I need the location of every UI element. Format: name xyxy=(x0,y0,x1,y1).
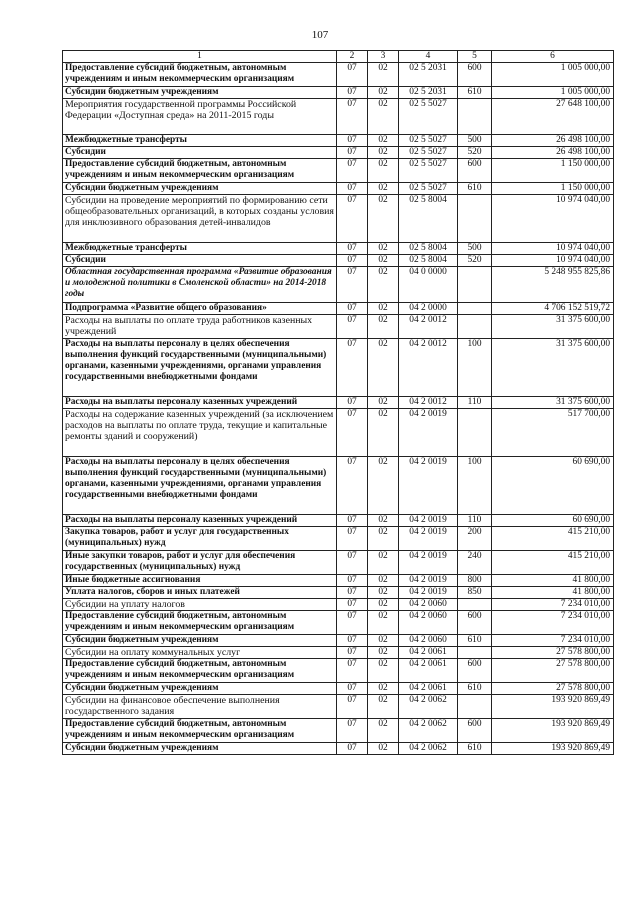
row-expense-type: 610 xyxy=(458,743,492,755)
row-expense-type: 610 xyxy=(458,87,492,99)
table-row xyxy=(63,63,614,87)
row-name: Субсидии на оплату коммунальных услуг xyxy=(63,647,337,659)
table-row xyxy=(63,719,614,743)
row-target-code: 04 2 0062 xyxy=(399,695,458,719)
row-name: Областная государственная программа «Развитие образования и молодежной политики в Смоленской области» на 2014-2018 годы xyxy=(63,267,337,303)
row-target-code: 02 5 5027 xyxy=(399,183,458,195)
row-amount: 60 690,00 xyxy=(492,515,614,527)
row-target-code: 04 2 0060 xyxy=(399,635,458,647)
row-amount: 7 234 010,00 xyxy=(492,611,614,635)
row-section: 07 xyxy=(337,63,368,87)
row-target-code: 02 5 5027 xyxy=(399,147,458,159)
row-expense-type: 600 xyxy=(458,63,492,87)
row-section: 07 xyxy=(337,339,368,397)
row-expense-type xyxy=(458,647,492,659)
row-subsection: 02 xyxy=(368,719,399,743)
row-name: Субсидии на проведение мероприятий по формированию сети общеобразовательных организаций, в которых созданы условия для инклюзивного образования детей-инвалидов xyxy=(63,195,337,243)
row-amount: 27 578 800,00 xyxy=(492,683,614,695)
row-expense-type: 520 xyxy=(458,147,492,159)
row-name: Предоставление субсидий бюджетным, автономным учреждениям и иным некоммерческим организациям xyxy=(63,159,337,183)
row-amount: 517 700,00 xyxy=(492,409,614,457)
row-name: Расходы на выплаты персоналу казенных учреждений xyxy=(63,515,337,527)
row-subsection: 02 xyxy=(368,599,399,611)
row-section: 07 xyxy=(337,183,368,195)
row-expense-type xyxy=(458,267,492,303)
row-expense-type: 110 xyxy=(458,397,492,409)
row-section: 07 xyxy=(337,397,368,409)
row-amount: 31 375 600,00 xyxy=(492,339,614,397)
row-expense-type: 200 xyxy=(458,527,492,551)
row-amount: 10 974 040,00 xyxy=(492,255,614,267)
row-section: 07 xyxy=(337,195,368,243)
row-name: Расходы на выплаты по оплате труда работников казенных учреждений xyxy=(63,315,337,339)
row-amount: 10 974 040,00 xyxy=(492,195,614,243)
row-target-code: 04 2 0019 xyxy=(399,409,458,457)
row-subsection: 02 xyxy=(368,255,399,267)
table-row xyxy=(63,587,614,599)
row-section: 07 xyxy=(337,683,368,695)
row-name: Расходы на содержание казенных учреждений (за исключением расходов на выплаты по оплате труда, текущие и капитальные ремонты зданий и сооружений) xyxy=(63,409,337,457)
row-subsection: 02 xyxy=(368,243,399,255)
row-name: Уплата налогов, сборов и иных платежей xyxy=(63,587,337,599)
row-name: Субсидии бюджетным учреждениям xyxy=(63,87,337,99)
row-name: Подпрограмма «Развитие общего образования» xyxy=(63,303,337,315)
row-expense-type: 600 xyxy=(458,659,492,683)
table-row xyxy=(63,267,614,303)
row-section: 07 xyxy=(337,743,368,755)
row-amount: 1 150 000,00 xyxy=(492,159,614,183)
row-name: Расходы на выплаты персоналу в целях обеспечения выполнения функций государственными (муниципальными) органами, казенными учреждениями, органами управления государственными внебюджетными фондами xyxy=(63,457,337,515)
row-subsection: 02 xyxy=(368,695,399,719)
row-expense-type xyxy=(458,695,492,719)
table-row xyxy=(63,683,614,695)
row-target-code: 04 2 0012 xyxy=(399,315,458,339)
row-name: Предоставление субсидий бюджетным, автономным учреждениям и иным некоммерческим организациям xyxy=(63,611,337,635)
row-expense-type: 610 xyxy=(458,635,492,647)
header-cell: 2 xyxy=(337,51,368,63)
row-amount: 26 498 100,00 xyxy=(492,147,614,159)
table-row xyxy=(63,695,614,719)
row-section: 07 xyxy=(337,159,368,183)
row-subsection: 02 xyxy=(368,303,399,315)
row-target-code: 02 5 5027 xyxy=(399,135,458,147)
row-section: 07 xyxy=(337,551,368,575)
row-section: 07 xyxy=(337,647,368,659)
row-target-code: 04 2 0019 xyxy=(399,457,458,515)
row-name: Межбюджетные трансферты xyxy=(63,243,337,255)
row-section: 07 xyxy=(337,611,368,635)
page-number: 107 xyxy=(311,29,329,41)
row-section: 07 xyxy=(337,303,368,315)
table-row xyxy=(63,551,614,575)
row-expense-type: 520 xyxy=(458,255,492,267)
row-amount: 7 234 010,00 xyxy=(492,635,614,647)
row-name: Предоставление субсидий бюджетным, автономным учреждениям и иным некоммерческим организациям xyxy=(63,63,337,87)
table-row xyxy=(63,195,614,243)
row-target-code: 04 2 0012 xyxy=(399,339,458,397)
table-row xyxy=(63,243,614,255)
row-section: 07 xyxy=(337,659,368,683)
row-subsection: 02 xyxy=(368,587,399,599)
row-amount: 1 005 000,00 xyxy=(492,63,614,87)
row-expense-type: 500 xyxy=(458,135,492,147)
row-subsection: 02 xyxy=(368,147,399,159)
table-row xyxy=(63,315,614,339)
row-expense-type xyxy=(458,303,492,315)
row-expense-type: 850 xyxy=(458,587,492,599)
row-expense-type: 800 xyxy=(458,575,492,587)
row-name: Субсидии на уплату налогов xyxy=(63,599,337,611)
header-cell: 1 xyxy=(63,51,337,63)
row-section: 07 xyxy=(337,575,368,587)
row-amount: 1 005 000,00 xyxy=(492,87,614,99)
row-name: Субсидии xyxy=(63,147,337,159)
table-row xyxy=(63,397,614,409)
row-subsection: 02 xyxy=(368,647,399,659)
table-row xyxy=(63,147,614,159)
row-section: 07 xyxy=(337,255,368,267)
row-expense-type: 600 xyxy=(458,611,492,635)
row-section: 07 xyxy=(337,527,368,551)
row-section: 07 xyxy=(337,87,368,99)
row-expense-type: 610 xyxy=(458,683,492,695)
row-name: Предоставление субсидий бюджетным, автономным учреждениям и иным некоммерческим организациям xyxy=(63,659,337,683)
row-subsection: 02 xyxy=(368,551,399,575)
row-target-code: 04 2 0000 xyxy=(399,303,458,315)
row-subsection: 02 xyxy=(368,659,399,683)
header-cell: 4 xyxy=(399,51,458,63)
row-amount: 1 150 000,00 xyxy=(492,183,614,195)
table-row xyxy=(63,99,614,135)
row-target-code: 04 2 0061 xyxy=(399,647,458,659)
row-subsection: 02 xyxy=(368,87,399,99)
table-row xyxy=(63,515,614,527)
row-target-code: 04 0 0000 xyxy=(399,267,458,303)
row-expense-type xyxy=(458,599,492,611)
row-amount: 27 578 800,00 xyxy=(492,647,614,659)
row-subsection: 02 xyxy=(368,63,399,87)
row-name: Расходы на выплаты персоналу казенных учреждений xyxy=(63,397,337,409)
table-header-row xyxy=(63,51,614,63)
row-name: Субсидии бюджетным учреждениям xyxy=(63,635,337,647)
table-row xyxy=(63,743,614,755)
row-name: Иные закупки товаров, работ и услуг для обеспечения государственных (муниципальных) нужд xyxy=(63,551,337,575)
row-section: 07 xyxy=(337,243,368,255)
table-row xyxy=(63,659,614,683)
row-expense-type xyxy=(458,195,492,243)
row-amount: 7 234 010,00 xyxy=(492,599,614,611)
row-amount: 5 248 955 825,86 xyxy=(492,267,614,303)
row-subsection: 02 xyxy=(368,315,399,339)
row-name: Межбюджетные трансферты xyxy=(63,135,337,147)
row-name: Субсидии xyxy=(63,255,337,267)
table-row xyxy=(63,87,614,99)
row-amount: 41 800,00 xyxy=(492,575,614,587)
row-target-code: 02 5 8004 xyxy=(399,243,458,255)
row-amount: 60 690,00 xyxy=(492,457,614,515)
table-row xyxy=(63,647,614,659)
row-target-code: 04 2 0019 xyxy=(399,515,458,527)
row-expense-type: 240 xyxy=(458,551,492,575)
row-name: Субсидии бюджетным учреждениям xyxy=(63,743,337,755)
row-amount: 26 498 100,00 xyxy=(492,135,614,147)
row-target-code: 04 2 0019 xyxy=(399,575,458,587)
row-subsection: 02 xyxy=(368,683,399,695)
table-row xyxy=(63,599,614,611)
table-row xyxy=(63,635,614,647)
row-section: 07 xyxy=(337,635,368,647)
row-amount: 27 648 100,00 xyxy=(492,99,614,135)
row-subsection: 02 xyxy=(368,515,399,527)
row-name: Субсидии бюджетным учреждениям xyxy=(63,183,337,195)
row-section: 07 xyxy=(337,587,368,599)
header-cell: 5 xyxy=(458,51,492,63)
row-subsection: 02 xyxy=(368,135,399,147)
row-target-code: 02 5 5027 xyxy=(399,99,458,135)
row-section: 07 xyxy=(337,695,368,719)
row-section: 07 xyxy=(337,315,368,339)
row-target-code: 02 5 8004 xyxy=(399,195,458,243)
row-section: 07 xyxy=(337,719,368,743)
row-amount: 4 706 152 519,72 xyxy=(492,303,614,315)
row-subsection: 02 xyxy=(368,339,399,397)
row-amount: 193 920 869,49 xyxy=(492,719,614,743)
row-subsection: 02 xyxy=(368,99,399,135)
row-subsection: 02 xyxy=(368,159,399,183)
row-expense-type: 500 xyxy=(458,243,492,255)
row-section: 07 xyxy=(337,99,368,135)
row-section: 07 xyxy=(337,409,368,457)
row-amount: 193 920 869,49 xyxy=(492,695,614,719)
row-expense-type xyxy=(458,409,492,457)
row-subsection: 02 xyxy=(368,743,399,755)
row-amount: 415 210,00 xyxy=(492,527,614,551)
row-target-code: 04 2 0019 xyxy=(399,527,458,551)
row-expense-type xyxy=(458,99,492,135)
budget-table xyxy=(62,50,614,755)
row-subsection: 02 xyxy=(368,527,399,551)
header-cell: 3 xyxy=(368,51,399,63)
row-name: Иные бюджетные ассигнования xyxy=(63,575,337,587)
row-expense-type: 100 xyxy=(458,339,492,397)
table-row xyxy=(63,159,614,183)
table-row xyxy=(63,409,614,457)
row-subsection: 02 xyxy=(368,611,399,635)
row-amount: 27 578 800,00 xyxy=(492,659,614,683)
table-row xyxy=(63,183,614,195)
row-expense-type xyxy=(458,315,492,339)
row-section: 07 xyxy=(337,267,368,303)
row-name: Субсидии бюджетным учреждениям xyxy=(63,683,337,695)
row-section: 07 xyxy=(337,457,368,515)
table-row xyxy=(63,457,614,515)
row-expense-type: 610 xyxy=(458,183,492,195)
row-amount: 10 974 040,00 xyxy=(492,243,614,255)
row-amount: 415 210,00 xyxy=(492,551,614,575)
row-expense-type: 600 xyxy=(458,719,492,743)
row-name: Закупка товаров, работ и услуг для государственных (муниципальных) нужд xyxy=(63,527,337,551)
table-row xyxy=(63,303,614,315)
row-subsection: 02 xyxy=(368,397,399,409)
row-section: 07 xyxy=(337,599,368,611)
row-target-code: 04 2 0060 xyxy=(399,611,458,635)
row-expense-type: 110 xyxy=(458,515,492,527)
row-amount: 31 375 600,00 xyxy=(492,397,614,409)
row-target-code: 04 2 0012 xyxy=(399,397,458,409)
table-row xyxy=(63,255,614,267)
row-subsection: 02 xyxy=(368,183,399,195)
row-subsection: 02 xyxy=(368,409,399,457)
row-subsection: 02 xyxy=(368,575,399,587)
row-target-code: 02 5 2031 xyxy=(399,63,458,87)
row-expense-type: 100 xyxy=(458,457,492,515)
row-target-code: 04 2 0061 xyxy=(399,659,458,683)
row-section: 07 xyxy=(337,515,368,527)
row-target-code: 04 2 0062 xyxy=(399,743,458,755)
row-section: 07 xyxy=(337,147,368,159)
row-target-code: 04 2 0062 xyxy=(399,719,458,743)
row-subsection: 02 xyxy=(368,635,399,647)
row-subsection: 02 xyxy=(368,457,399,515)
row-amount: 41 800,00 xyxy=(492,587,614,599)
row-section: 07 xyxy=(337,135,368,147)
table-row xyxy=(63,527,614,551)
row-target-code: 02 5 8004 xyxy=(399,255,458,267)
row-name: Мероприятия государственной программы Российской Федерации «Доступная среда» на 2011-2015 годы xyxy=(63,99,337,135)
row-target-code: 04 2 0061 xyxy=(399,683,458,695)
row-expense-type: 600 xyxy=(458,159,492,183)
row-amount: 31 375 600,00 xyxy=(492,315,614,339)
row-target-code: 02 5 2031 xyxy=(399,87,458,99)
row-name: Расходы на выплаты персоналу в целях обеспечения выполнения функций государственными (муниципальными) органами, казенными учреждениями, органами управления государственными внебюджетными фондами xyxy=(63,339,337,397)
row-subsection: 02 xyxy=(368,267,399,303)
table-row xyxy=(63,339,614,397)
header-cell: 6 xyxy=(492,51,614,63)
row-target-code: 02 5 5027 xyxy=(399,159,458,183)
row-amount: 193 920 869,49 xyxy=(492,743,614,755)
table-row xyxy=(63,575,614,587)
table-row xyxy=(63,611,614,635)
row-target-code: 04 2 0019 xyxy=(399,587,458,599)
row-name: Предоставление субсидий бюджетным, автономным учреждениям и иным некоммерческим организациям xyxy=(63,719,337,743)
row-target-code: 04 2 0019 xyxy=(399,551,458,575)
row-target-code: 04 2 0060 xyxy=(399,599,458,611)
row-name: Субсидии на финансовое обеспечение выполнения государственного задания xyxy=(63,695,337,719)
row-subsection: 02 xyxy=(368,195,399,243)
table-row xyxy=(63,135,614,147)
